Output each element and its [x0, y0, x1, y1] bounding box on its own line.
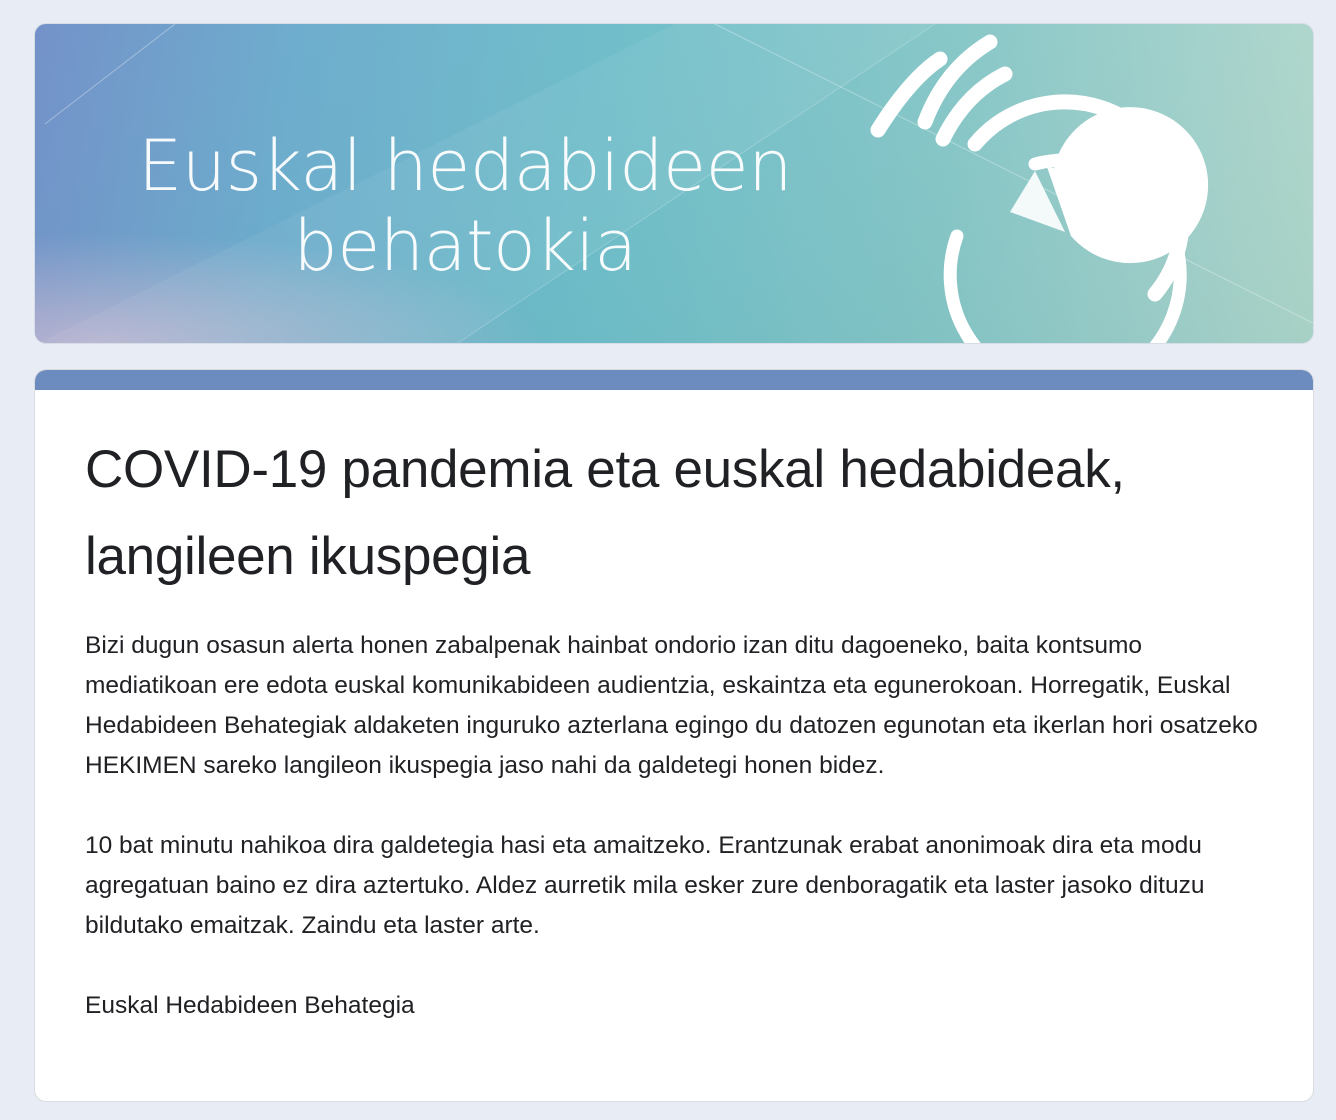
broadcast-pie-chart-icon	[35, 24, 1314, 344]
form-header-card	[34, 369, 1314, 1102]
form-title: COVID-19 pandemia eta euskal hedabideak, langileen ikuspegia	[85, 440, 1125, 586]
banner-title-line2: behatokia	[293, 205, 637, 287]
banner-title-line1: Euskal hedabideen	[137, 125, 793, 207]
description-paragraph-2: 10 bat minutu nahikoa dira galdetegia hasi eta amaitzeko. Erantzunak erabat anonimoak dira eta modu agregatuan baino ez dira aztertuko. Aldez aurretik mila esker zure denboragatik eta laster jasoko dituzu bildutako emaitzak. Zaindu eta laster arte.	[85, 832, 1205, 939]
description-signature: Euskal Hedabideen Behategia	[85, 992, 415, 1019]
header-banner	[34, 23, 1314, 344]
card-accent-bar	[35, 370, 1313, 390]
description-paragraph-1: Bizi dugun osasun alerta honen zabalpenak hainbat ondorio izan ditu dagoeneko, baita kontsumo mediatikoan ere edotа euskal komunikabideen audientzia, eskaintza eta egunerokoan. Horregatik, Euskal Hedabideen Behategiak aldaketen inguruko azterlana egingo du datozen egunotan eta ikerlan hori osatzeko HEKIMEN sareko langileon ikuspegia jaso nahi da galdetegi honen bidez.	[85, 632, 1258, 779]
form-description	[85, 626, 1265, 1026]
